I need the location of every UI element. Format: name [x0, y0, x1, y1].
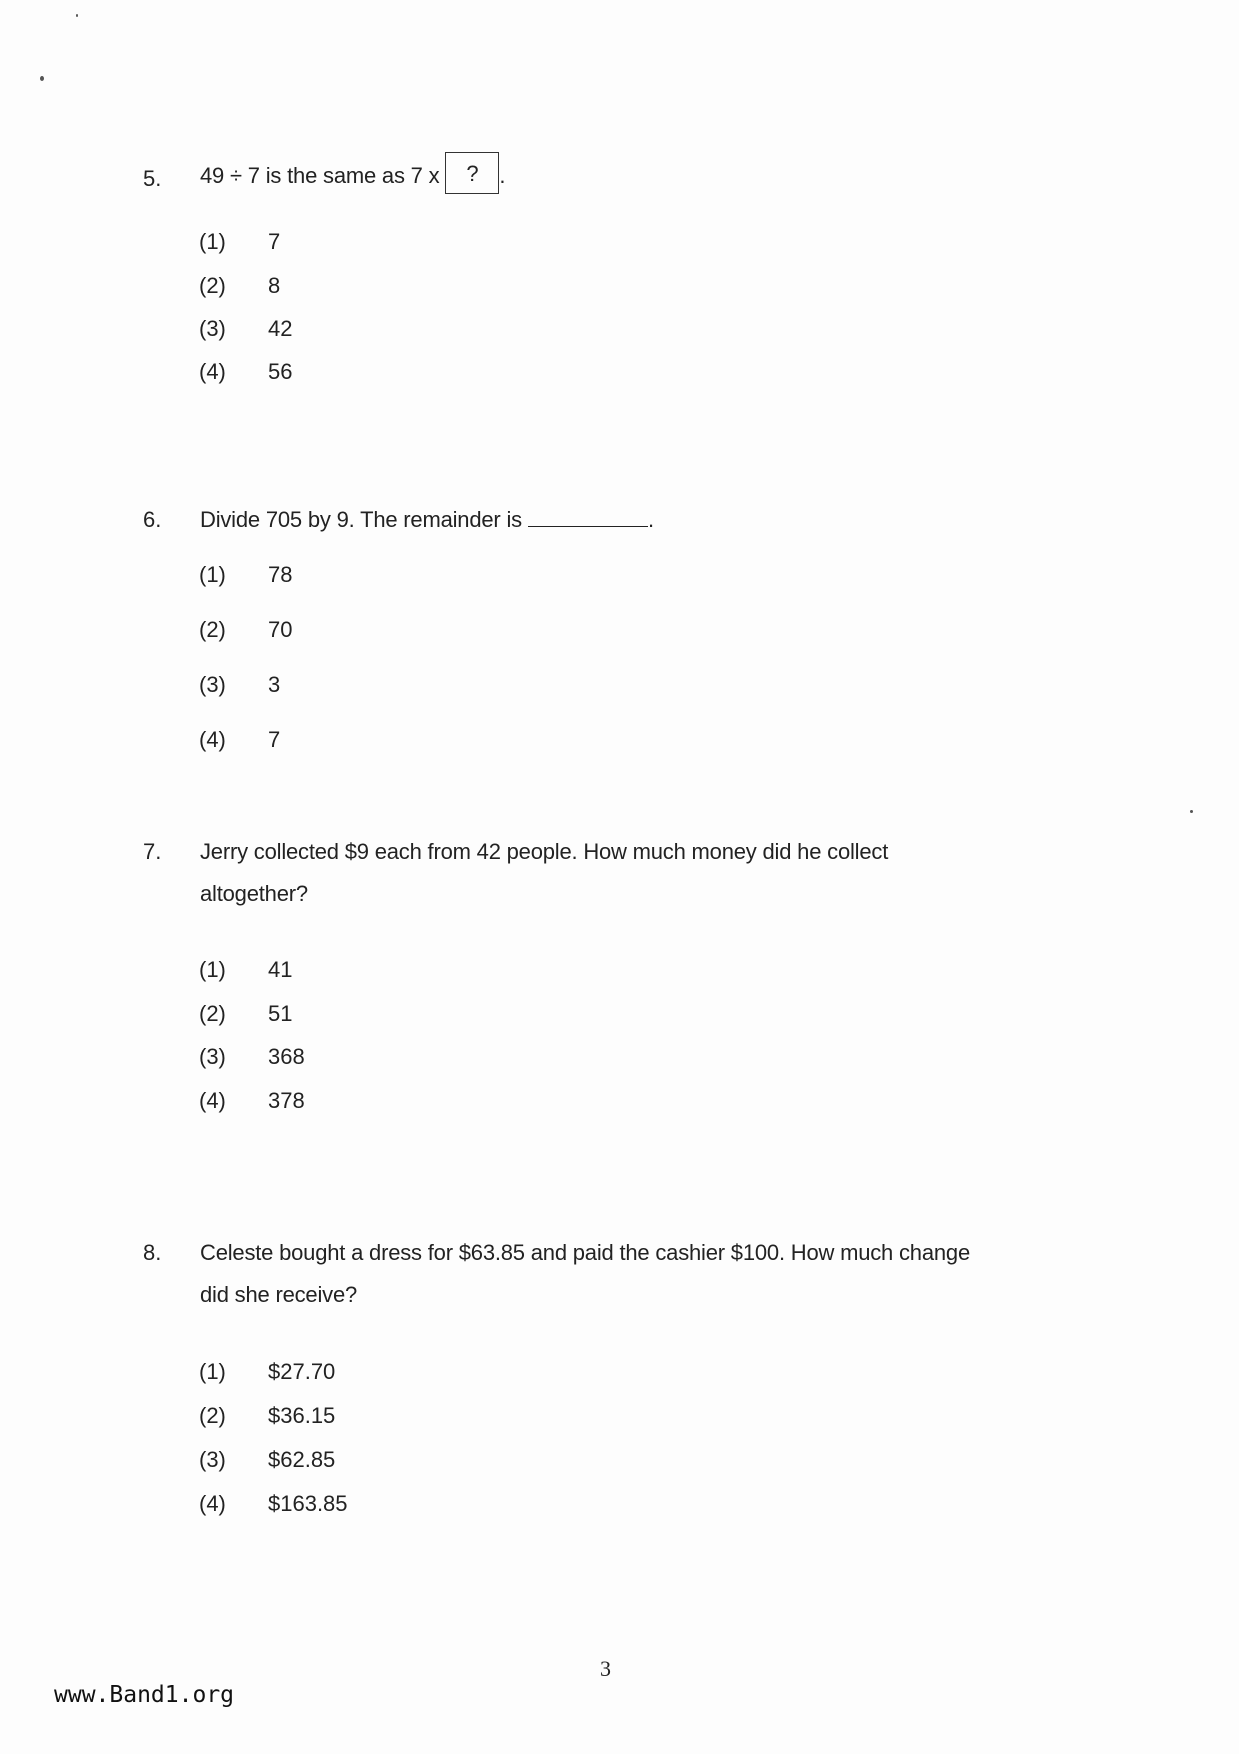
- option-label: (4): [199, 1491, 226, 1516]
- option-label: (2): [199, 1001, 226, 1026]
- scan-speck: [76, 14, 78, 17]
- question-line: altogether?: [200, 881, 308, 906]
- option-value: 41: [268, 957, 293, 982]
- option-value: 8: [268, 273, 281, 298]
- option-value: 3: [268, 672, 281, 697]
- option-value: 42: [268, 316, 293, 341]
- question-text: [200, 1232, 1080, 1316]
- option-label: (1): [199, 1359, 226, 1384]
- question-number: 6.: [143, 507, 162, 532]
- option-value: 7: [268, 229, 281, 254]
- footer-url[interactable]: www.Band1.org: [54, 1682, 235, 1708]
- option-label: (3): [199, 1044, 226, 1069]
- option-value: $27.70: [268, 1359, 336, 1384]
- question-text-main: Divide 705 by 9. The remainder is: [200, 507, 522, 532]
- question-text-end: .: [499, 163, 506, 188]
- question-text-end: .: [647, 507, 654, 532]
- option-value: $36.15: [268, 1403, 336, 1428]
- option-label: (1): [199, 229, 226, 254]
- option-label: (1): [199, 562, 226, 587]
- question-text: [200, 499, 1080, 541]
- question-text: [200, 831, 1080, 915]
- question-line: Celeste bought a dress for $63.85 and paid the cashier $100. How much change: [200, 1240, 970, 1265]
- answer-box: [445, 152, 499, 194]
- option-value: $163.85: [268, 1491, 348, 1516]
- option-value: 56: [268, 359, 293, 384]
- option-value: 378: [268, 1088, 305, 1113]
- option-label: (4): [199, 727, 226, 752]
- question-text: [200, 155, 1080, 198]
- question-line: did she receive?: [200, 1282, 358, 1307]
- option-label: (2): [199, 617, 226, 642]
- question-number: 5.: [143, 166, 162, 191]
- answer-box-label: ?: [466, 161, 479, 187]
- option-label: (4): [199, 1088, 226, 1113]
- question-line: Jerry collected $9 each from 42 people. How much money did he collect: [200, 839, 889, 864]
- option-value: 70: [268, 617, 293, 642]
- option-value: 78: [268, 562, 293, 587]
- option-value: 51: [268, 1001, 293, 1026]
- option-label: (3): [199, 316, 226, 341]
- option-label: (1): [199, 957, 226, 982]
- option-label: (4): [199, 359, 226, 384]
- question-number: 8.: [143, 1240, 162, 1265]
- option-value: 368: [268, 1044, 305, 1069]
- scan-speck: [40, 76, 44, 81]
- option-label: (2): [199, 273, 226, 298]
- option-label: (3): [199, 672, 226, 697]
- option-value: $62.85: [268, 1447, 336, 1472]
- page-number: 3: [600, 1656, 611, 1681]
- answer-blank: [528, 508, 648, 527]
- option-label: (2): [199, 1403, 226, 1428]
- scan-speck: [1190, 810, 1193, 813]
- question-number: 7.: [143, 839, 162, 864]
- option-value: 7: [268, 727, 281, 752]
- question-text-before-box: 49 ÷ 7 is the same as 7 x: [200, 163, 440, 188]
- option-label: (3): [199, 1447, 226, 1472]
